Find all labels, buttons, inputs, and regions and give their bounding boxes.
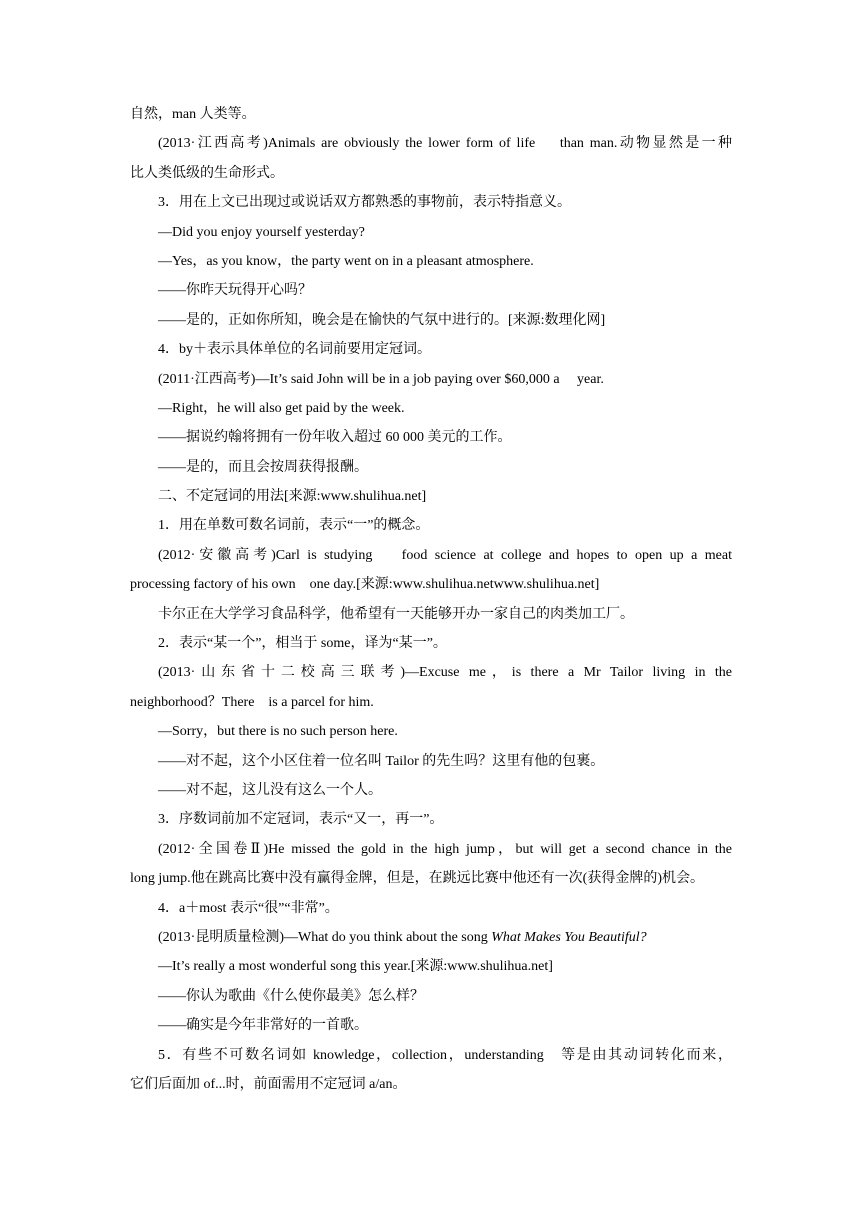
text-line: 5．有些不可数名词如 knowledge，collection，understanding 等是由其动词转化而来， (158, 1047, 732, 1063)
text-line: neighborhood？There is a parcel for him. (130, 694, 374, 710)
text-line: —Right，he will also get paid by the week. (158, 400, 405, 416)
text-line: 1．用在单数可数名词前，表示“一”的概念。 (158, 518, 430, 534)
text-line: 4．by＋表示具体单位的名词前要用定冠词。 (158, 342, 431, 358)
text-line: —It’s really a most wonderful song this year.[来源:www.shulihua.net] (158, 959, 553, 975)
document-page (130, 100, 732, 1099)
text-line: ——你昨天玩得开心吗？ (158, 283, 312, 299)
text-line (130, 923, 732, 952)
text-line: ——确实是今年非常好的一首歌。 (158, 1018, 368, 1034)
text-line: 二、不定冠词的用法[来源:www.shulihua.net] (158, 489, 427, 505)
text-line: (2013·江西高考)Animals are obviously the lower form of life than man.动物显然是一种 (158, 136, 732, 152)
text-line: long jump.他在跳高比赛中没有赢得金牌，但是，在跳远比赛中他还有一次(获得金牌的)机会。 (130, 871, 704, 887)
text-line: (2013·山东省十二校高三联考)—Excuse me，is there a Mr Tailor living in the (158, 665, 732, 681)
text-line: 卡尔正在大学学习食品科学，他希望有一天能够开办一家自己的肉类加工厂。 (158, 606, 634, 622)
text-line: ——对不起，这个小区住着一位名叫 Tailor 的先生吗？这里有他的包裹。 (158, 753, 605, 769)
text-line: 比人类低级的生命形式。 (130, 165, 284, 181)
text-line: ——据说约翰将拥有一份年收入超过 60 000 美元的工作。 (158, 430, 512, 446)
text-line: (2011·江西高考)—It’s said John will be in a job paying over $60,000 a year. (158, 371, 604, 387)
text-line: (2012·安徽高考)Carl is studying food science at college and hopes to open up a meat (158, 547, 732, 563)
text-line: —Sorry，but there is no such person here. (158, 724, 398, 740)
text-line: 4．a＋most 表示“很”“非常”。 (158, 900, 339, 916)
text-line: processing factory of his own one day.[来源:www.shulihua.netwww.shulihua.net] (130, 577, 600, 593)
song-question-prefix: (2013·昆明质量检测)—What do you think about the song (158, 929, 492, 945)
text-line: —Did you enjoy yourself yesterday? (158, 224, 365, 240)
song-title: What Makes You Beautiful? (491, 929, 647, 945)
text-line: 3．序数词前加不定冠词，表示“又一，再一”。 (158, 812, 444, 828)
text-line: ——是的，而且会按周获得报酬。 (158, 459, 368, 475)
text-line: ——你认为歌曲《什么使你最美》怎么样？ (158, 988, 424, 1004)
text-line: 自然，man 人类等。 (130, 107, 256, 122)
text-line: ——对不起，这儿没有这么一个人。 (158, 782, 382, 798)
text-line: (2012·全国卷Ⅱ)He missed the gold in the high jump，but will get a second chance in the (158, 841, 732, 857)
text-line: 它们后面加 of...时，前面需用不定冠词 a/an。 (130, 1076, 407, 1092)
text-line: 2．表示“某一个”，相当于 some，译为“某一”。 (158, 636, 447, 652)
text-line: 3．用在上文已出现过或说话双方都熟悉的事物前，表示特指意义。 (158, 195, 571, 211)
text-line: ——是的，正如你所知，晚会是在愉快的气氛中进行的。[来源:数理化网] (158, 312, 606, 328)
text-line: —Yes，as you know，the party went on in a pleasant atmosphere. (158, 253, 534, 269)
